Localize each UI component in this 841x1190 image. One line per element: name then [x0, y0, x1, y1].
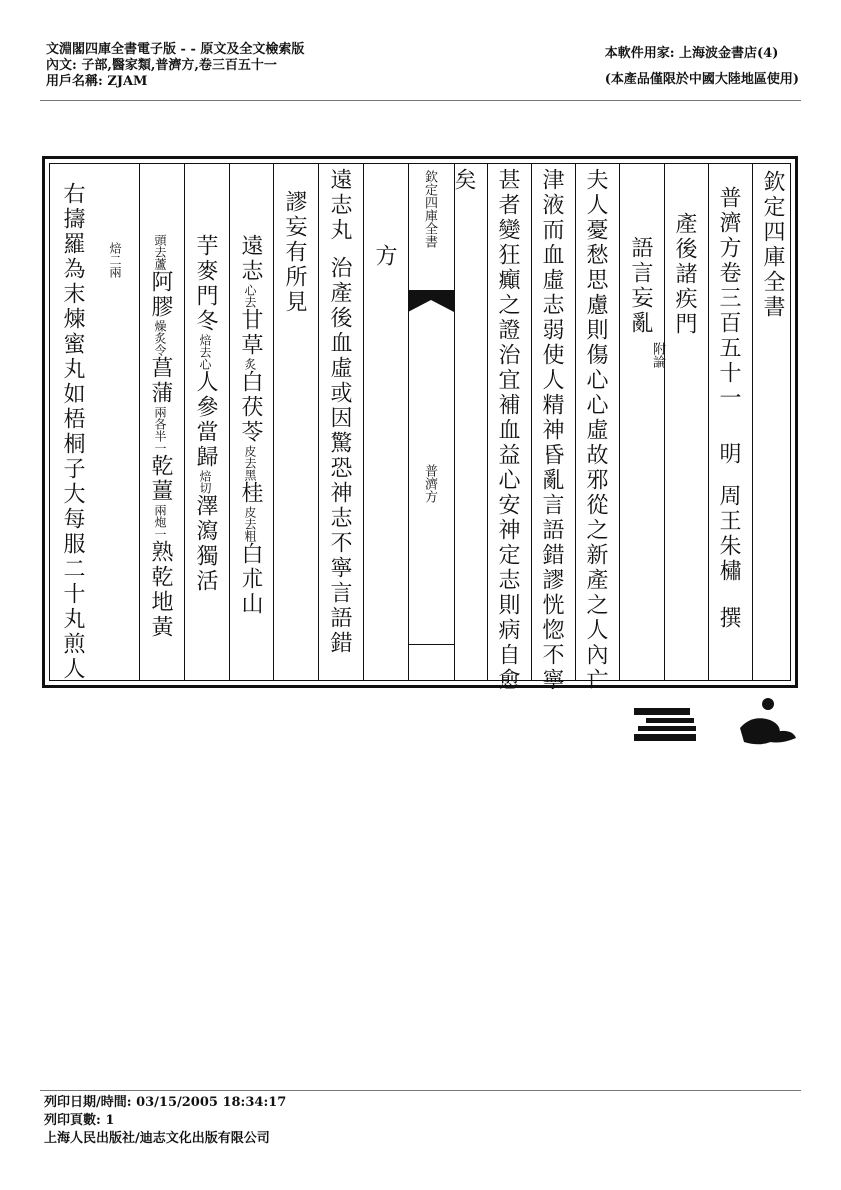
ingredient-column [145, 234, 183, 640]
ingredient-name: 麥門冬 [193, 259, 218, 334]
ingredient-name: 當歸 [193, 420, 218, 470]
col-divider [487, 164, 488, 680]
footer-rule [40, 1090, 801, 1091]
ingredient-note: 焙二兩 [108, 242, 122, 278]
dynasty: 明 [716, 442, 741, 467]
ingredient-name: 人參 [193, 370, 218, 420]
header-content-path: 內文: 子部,醫家類,普濟方,卷三百五十一 [46, 58, 277, 73]
center-margin [408, 164, 454, 680]
ingredient-name: 乾薑 [148, 454, 173, 504]
col-divider [454, 164, 455, 680]
ingredient-note: 焙切 [198, 470, 212, 494]
col-divider [619, 164, 620, 680]
recipe-name: 遠志丸 [327, 168, 352, 243]
col-divider [184, 164, 185, 680]
ingredient-note: 皮去 [243, 506, 257, 530]
ingredient-note: 粗 [243, 530, 257, 542]
col-divider [575, 164, 576, 680]
col-divider [752, 164, 753, 680]
col-divider [708, 164, 709, 680]
col-divider [229, 164, 230, 680]
text-line: 甚者變狂癲之證治宜補血益心安神定志則病自愈 [495, 168, 520, 693]
text-line: 津液而血虛志弱使人精神昏亂言語錯謬恍惚不寧 [539, 168, 564, 693]
ingredient-name: 桂 [238, 481, 263, 506]
text-line: 夫人憂愁思慮則傷心心虛故邪從之新產之人內亡 [583, 168, 608, 693]
ingredient-column [190, 234, 228, 594]
ingredient-name: 遠志 [238, 234, 263, 284]
ingredient-note: 黑 [243, 469, 257, 481]
footer-print-date: 列印日期/時間: 03/15/2005 18:34:17 [44, 1095, 287, 1110]
section-title: 產後諸疾門 [672, 212, 697, 337]
page-frame [42, 156, 798, 693]
text-line: 矣 [451, 168, 476, 193]
recipe-indication-cont: 謬妄有所見 [282, 190, 307, 315]
recipe-heading: 方 [372, 244, 397, 269]
header-left [46, 42, 304, 90]
footer-page-count: 列印頁數: 1 [44, 1113, 115, 1128]
ingredient-note: 心去 [243, 284, 257, 308]
volume-title: 普濟方卷三百五十一 [716, 186, 741, 411]
ingredient-name: 芋 [193, 234, 218, 259]
ingredient-note: 焙去心 [198, 334, 212, 370]
ingredient-name: 菖蒲 [148, 356, 173, 406]
ingredient-note: 兩各半一 [153, 406, 167, 454]
ingredient-column [235, 234, 273, 617]
col-divider [139, 164, 140, 680]
fishtail-mark [408, 290, 454, 320]
header-licensee: 本軟件用家: 上海波金書店(4) [604, 46, 779, 61]
page-inner [49, 163, 791, 693]
compiled-by: 撰 [716, 606, 741, 631]
book-title: 欽定四庫全書 [760, 170, 785, 320]
ingredient-name: 澤瀉 [193, 494, 218, 544]
header-username: 用戶名稱: ZJAM [46, 74, 148, 89]
ingredient-name: 山 [238, 592, 263, 617]
header-title: 文淵閣四庫全書電子版 - - 原文及全文檢索版 [46, 42, 305, 57]
col-divider [273, 164, 274, 680]
ingredient-name: 獨活 [193, 544, 218, 594]
margin-rule [408, 644, 454, 645]
ingredient-note: 炙 [243, 358, 257, 370]
header-rule [40, 100, 801, 101]
col-divider [318, 164, 319, 680]
col-divider [531, 164, 532, 680]
col-divider [363, 164, 364, 680]
recipe-indication: 治產後血虛或因驚恐神志不寧言語錯 [327, 256, 352, 656]
ingredient-name: 白茯苓 [238, 370, 263, 445]
ingredient-name: 熟乾地黃 [148, 540, 173, 640]
ingredient-name: 白朮 [238, 542, 263, 592]
col-divider [664, 164, 665, 680]
ingredient-note: 兩炮一 [153, 504, 167, 540]
subsection-title: 語言妄亂 [628, 236, 653, 336]
margin-volume-name: 普濟方 [422, 464, 437, 503]
margin-book-title: 欽定四庫全書 [422, 170, 437, 248]
text-line: 右擣羅為末煉蜜丸如梧桐子大每服二十丸煎人 [60, 182, 85, 682]
ingredient-name: 甘草 [238, 308, 263, 358]
header-region-note: (本產品僅限於中國大陸地區使用) [604, 72, 799, 87]
ingredient-note: 皮去 [243, 445, 257, 469]
ingredient-note: 燥炙令 [153, 320, 167, 356]
footer-publisher: 上海人民出版社/迪志文化出版有限公司 [44, 1131, 270, 1146]
publisher-logo [632, 694, 802, 754]
author: 周王朱橚 [716, 484, 741, 584]
ingredient-note: 頭去蘆 [153, 234, 167, 270]
header-right [605, 46, 799, 98]
ingredient-name: 阿膠 [148, 270, 173, 320]
subsection-note: 附論 [650, 342, 665, 368]
